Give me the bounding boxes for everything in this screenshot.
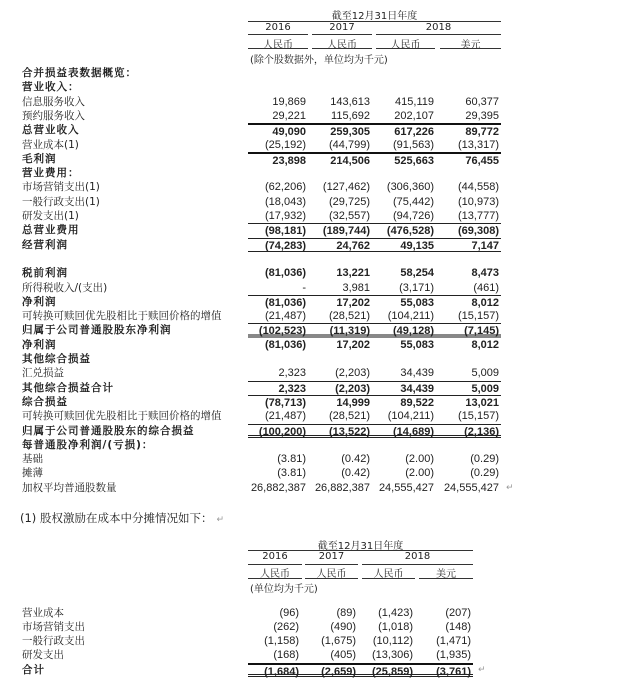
value-cell-2016: (3.81) bbox=[277, 453, 306, 466]
unit-note: (除个股数据外，单位均为千元) bbox=[250, 55, 388, 66]
row-values bbox=[248, 80, 501, 94]
value-cell-2018-rmb: 58,254 bbox=[400, 267, 434, 280]
value-cell-2018-rmb: (14,689) bbox=[393, 425, 434, 438]
value-cell-2018-usd: (3,761) bbox=[436, 666, 471, 678]
value-cell-2017: 115,692 bbox=[331, 109, 370, 122]
return-mark-icon: ↵ bbox=[478, 665, 486, 675]
row-values bbox=[248, 352, 501, 366]
value-cell-2017: (127,462) bbox=[322, 181, 370, 194]
row-label: 合计 bbox=[22, 664, 45, 676]
value-cell-2018-rmb: (476,528) bbox=[386, 225, 434, 238]
value-cell-2016: (74,283) bbox=[265, 239, 306, 252]
year-header-2018: 2018 bbox=[404, 551, 431, 562]
divider bbox=[312, 48, 372, 49]
value-cell-2016: 49,090 bbox=[272, 126, 306, 139]
value-cell-2017: (2,203) bbox=[335, 367, 370, 380]
year-header-2016: 2016 bbox=[262, 551, 288, 562]
table-row bbox=[0, 381, 630, 395]
value-cell-2017: 214,506 bbox=[330, 154, 370, 167]
table-row bbox=[0, 366, 630, 380]
row-values bbox=[248, 166, 501, 180]
value-cell-2017: 14,999 bbox=[336, 396, 370, 409]
table-row bbox=[0, 395, 630, 409]
unit-note: (单位均为千元) bbox=[250, 584, 318, 595]
row-values bbox=[248, 195, 501, 209]
value-cell-2018-usd: (13,777) bbox=[458, 210, 499, 222]
value-cell-2017: (2,659) bbox=[321, 666, 356, 678]
row-label: 可转换可赎回优先股相比于赎回价格的增值 bbox=[22, 310, 222, 323]
table-row bbox=[0, 606, 630, 620]
table-row bbox=[0, 620, 630, 634]
value-cell-2016: (1,158) bbox=[264, 635, 299, 647]
value-cell-2016: (81,036) bbox=[265, 267, 306, 280]
value-cell-2018-rmb: (49,128) bbox=[393, 325, 434, 338]
row-values bbox=[248, 180, 501, 194]
value-cell-2017: 17,202 bbox=[336, 296, 370, 309]
table-row bbox=[0, 295, 630, 309]
table-row bbox=[0, 309, 630, 323]
value-cell-2018-rmb: (2.00) bbox=[405, 453, 434, 466]
row-label: 一般行政支出 bbox=[22, 635, 85, 647]
year-header-2016: 2016 bbox=[265, 22, 291, 33]
value-cell-2018-rmb: (1,423) bbox=[378, 607, 413, 619]
row-label: 总营业收入 bbox=[22, 124, 80, 137]
row-values bbox=[248, 424, 501, 438]
value-cell-2018-usd: (44,558) bbox=[458, 181, 499, 194]
table-row bbox=[0, 223, 630, 237]
value-cell-2016: (3.81) bbox=[277, 467, 306, 480]
value-cell-2018-rmb: 24,555,427 bbox=[378, 481, 434, 494]
value-cell-2018-usd: 60,377 bbox=[465, 95, 499, 108]
table-row bbox=[0, 266, 630, 280]
value-cell-2016: 29,221 bbox=[272, 109, 306, 122]
row-label: 市场营销支出 bbox=[22, 621, 85, 633]
row-values bbox=[248, 223, 501, 237]
row-values bbox=[248, 323, 501, 337]
row-label: 一般行政支出(1) bbox=[22, 195, 100, 208]
value-cell-2018-rmb: (94,726) bbox=[393, 210, 434, 222]
value-cell-2018-rmb: (1,018) bbox=[378, 621, 413, 633]
value-cell-2018-usd: 5,009 bbox=[471, 367, 499, 380]
currency-header: 美元 bbox=[436, 569, 456, 580]
value-cell-2018-usd: (2,136) bbox=[464, 425, 499, 438]
value-cell-2017: (0.42) bbox=[341, 453, 370, 466]
table-row bbox=[0, 166, 630, 180]
value-cell-2018-usd: 76,455 bbox=[465, 154, 499, 167]
value-cell-2016: (102,523) bbox=[258, 325, 306, 338]
row-values bbox=[248, 395, 501, 409]
table-row bbox=[0, 80, 630, 94]
value-cell-2017: (89) bbox=[336, 607, 356, 619]
row-values bbox=[248, 466, 501, 480]
table-row bbox=[0, 663, 630, 677]
value-cell-2018-usd: (15,157) bbox=[458, 410, 499, 423]
value-cell-2018-rmb: 34,439 bbox=[400, 367, 434, 380]
row-values bbox=[248, 381, 501, 395]
row-values bbox=[248, 109, 501, 123]
value-cell-2018-rmb: 49,135 bbox=[400, 239, 434, 252]
row-values bbox=[248, 606, 473, 620]
table-row bbox=[0, 109, 630, 123]
value-cell-2018-rmb: (91,563) bbox=[393, 138, 434, 151]
value-cell-2018-usd: 24,555,427 bbox=[443, 481, 499, 494]
row-values bbox=[248, 138, 501, 152]
row-label: 所得税收入/(支出) bbox=[22, 281, 108, 294]
value-cell-2017: (405) bbox=[330, 649, 356, 661]
table-row bbox=[0, 409, 630, 423]
divider bbox=[362, 578, 415, 579]
row-values bbox=[248, 634, 473, 648]
value-cell-2018-rmb: 89,522 bbox=[400, 396, 434, 409]
currency-header: 人民币 bbox=[327, 40, 357, 51]
row-values bbox=[248, 95, 501, 109]
value-cell-2017: 17,202 bbox=[336, 338, 370, 351]
value-cell-2016: (62,206) bbox=[265, 181, 306, 194]
row-label: 研发支出(1) bbox=[22, 210, 79, 222]
row-values bbox=[248, 481, 501, 495]
table-row bbox=[0, 123, 630, 137]
value-cell-2016: (21,487) bbox=[265, 410, 306, 423]
table-row bbox=[0, 95, 630, 109]
value-cell-2016: - bbox=[302, 281, 306, 294]
table-row bbox=[0, 238, 630, 252]
row-label: 其他综合损益合计 bbox=[22, 381, 114, 394]
value-cell-2016: (98,181) bbox=[265, 225, 306, 238]
value-cell-2018-rmb: (3,171) bbox=[399, 281, 434, 294]
table-row bbox=[0, 209, 630, 223]
value-cell-2018-usd: (69,308) bbox=[458, 225, 499, 238]
value-cell-2016: (78,713) bbox=[265, 396, 306, 409]
value-cell-2017: (29,725) bbox=[329, 195, 370, 208]
footnote-text: (1) 股权激励在成本中分摊情况如下： bbox=[20, 511, 213, 525]
value-cell-2018-rmb: (25,859) bbox=[372, 666, 413, 678]
value-cell-2018-usd: (7,145) bbox=[464, 325, 499, 338]
table-row bbox=[0, 424, 630, 438]
table-row bbox=[0, 634, 630, 648]
row-values bbox=[248, 66, 501, 80]
row-values bbox=[248, 452, 501, 466]
row-label: 市场营销支出(1) bbox=[22, 181, 100, 194]
table-row bbox=[0, 466, 630, 480]
currency-header: 人民币 bbox=[390, 40, 421, 51]
table-row bbox=[0, 352, 630, 366]
row-label: 汇兑损益 bbox=[22, 367, 64, 380]
currency-header: 美元 bbox=[460, 40, 481, 51]
value-cell-2018-rmb: (306,360) bbox=[386, 181, 434, 194]
value-cell-2018-usd: (0.29) bbox=[470, 467, 499, 480]
value-cell-2018-rmb: 55,083 bbox=[400, 296, 434, 309]
currency-header: 人民币 bbox=[316, 569, 347, 580]
row-label: 合并损益表数据概览： bbox=[22, 67, 137, 79]
row-values bbox=[248, 366, 501, 380]
row-label: 净利润 bbox=[22, 295, 57, 308]
value-cell-2018-rmb: 202,107 bbox=[394, 109, 434, 122]
value-cell-2018-rmb: (13,306) bbox=[372, 649, 413, 661]
value-cell-2018-usd: 8,473 bbox=[471, 267, 499, 280]
table-row bbox=[0, 323, 630, 337]
currency-header: 人民币 bbox=[260, 569, 290, 580]
table-row bbox=[0, 648, 630, 662]
row-label: 每普通股净利润/(亏损)： bbox=[22, 438, 154, 451]
table-row bbox=[0, 481, 630, 495]
row-label: 净利润 bbox=[22, 338, 57, 351]
value-cell-2017: 24,762 bbox=[336, 239, 370, 252]
value-cell-2017: 13,221 bbox=[336, 267, 370, 280]
row-label: 总营业费用 bbox=[22, 224, 80, 237]
value-cell-2016: (17,932) bbox=[265, 210, 306, 222]
value-cell-2016: (21,487) bbox=[265, 310, 306, 323]
value-cell-2018-usd: (15,157) bbox=[458, 310, 499, 323]
row-label: 营业成本 bbox=[22, 607, 64, 619]
value-cell-2018-usd: (10,973) bbox=[458, 195, 499, 208]
value-cell-2016: 26,882,387 bbox=[250, 481, 306, 494]
value-cell-2018-usd: (1,935) bbox=[436, 649, 471, 661]
table-row bbox=[0, 338, 630, 352]
value-cell-2018-rmb: (2.00) bbox=[405, 467, 434, 480]
row-values bbox=[248, 338, 501, 352]
row-values bbox=[248, 648, 473, 662]
row-label: 营业费用： bbox=[22, 167, 80, 180]
divider bbox=[248, 34, 308, 35]
value-cell-2018-usd: 29,395 bbox=[465, 109, 499, 122]
row-label: 营业收入： bbox=[22, 81, 80, 94]
return-mark-icon: ↵ bbox=[506, 482, 514, 493]
table-row bbox=[0, 195, 630, 209]
divider bbox=[376, 48, 435, 49]
row-label: 归属于公司普通股股东净利润 bbox=[22, 324, 172, 337]
row-label: 基础 bbox=[22, 453, 43, 466]
table-row bbox=[0, 66, 630, 80]
row-label: 加权平均普通股数量 bbox=[22, 481, 117, 494]
year-header-2017: 2017 bbox=[318, 551, 345, 562]
row-label: 研发支出 bbox=[22, 649, 64, 661]
value-cell-2016: (262) bbox=[273, 621, 299, 633]
row-values bbox=[248, 238, 501, 252]
row-values bbox=[248, 620, 473, 634]
value-cell-2017: (32,557) bbox=[329, 210, 370, 222]
value-cell-2017: 143,613 bbox=[330, 95, 370, 108]
main-period-header: 截至12月31日年度 bbox=[331, 11, 418, 22]
value-cell-2017: 3,981 bbox=[342, 281, 370, 294]
return-mark-icon: ↵ bbox=[216, 515, 224, 525]
value-cell-2016: (25,192) bbox=[265, 138, 306, 151]
value-cell-2018-usd: (1,471) bbox=[436, 635, 471, 647]
row-values bbox=[248, 409, 501, 423]
value-cell-2016: (1,684) bbox=[264, 666, 299, 678]
value-cell-2017: (0.42) bbox=[341, 467, 370, 480]
value-cell-2017: 26,882,387 bbox=[314, 481, 370, 494]
value-cell-2018-rmb: (104,211) bbox=[387, 310, 434, 323]
year-header-2018: 2018 bbox=[425, 22, 452, 33]
row-label: 可转换可赎回优先股相比于赎回价格的增值 bbox=[22, 410, 222, 423]
row-label: 营业成本(1) bbox=[22, 138, 79, 151]
value-cell-2017: (13,522) bbox=[329, 425, 370, 438]
value-cell-2018-rmb: (104,211) bbox=[387, 410, 434, 423]
divider bbox=[248, 48, 308, 49]
value-cell-2016: (168) bbox=[273, 649, 299, 661]
row-label: 信息服务收入 bbox=[22, 95, 85, 108]
row-label: 归属于公司普通股股东的综合损益 bbox=[22, 424, 195, 437]
value-cell-2017: 259,305 bbox=[330, 126, 370, 139]
row-values bbox=[248, 663, 473, 677]
divider bbox=[248, 578, 302, 579]
sub-period-header: 截至12月31日年度 bbox=[317, 541, 404, 552]
row-label: 摊薄 bbox=[22, 467, 43, 480]
value-cell-2018-usd: 5,009 bbox=[471, 382, 499, 395]
value-cell-2018-usd: (207) bbox=[445, 607, 471, 619]
row-values bbox=[248, 266, 501, 280]
divider bbox=[305, 578, 358, 579]
value-cell-2018-rmb: (75,442) bbox=[393, 195, 434, 208]
row-label: 税前利润 bbox=[22, 267, 68, 280]
value-cell-2016: 19,869 bbox=[272, 95, 306, 108]
currency-header: 人民币 bbox=[373, 569, 404, 580]
value-cell-2018-usd: (0.29) bbox=[470, 453, 499, 466]
value-cell-2016: 2,323 bbox=[278, 367, 306, 380]
value-cell-2017: (189,744) bbox=[322, 225, 370, 238]
divider bbox=[440, 48, 501, 49]
value-cell-2018-rmb: 617,226 bbox=[394, 126, 434, 139]
table-row bbox=[0, 152, 630, 166]
value-cell-2016: (100,200) bbox=[258, 425, 306, 438]
row-label: 毛利润 bbox=[22, 152, 57, 165]
value-cell-2017: (28,521) bbox=[329, 410, 370, 423]
table-row bbox=[0, 180, 630, 194]
divider bbox=[312, 34, 372, 35]
row-values bbox=[248, 281, 501, 295]
divider bbox=[419, 578, 473, 579]
row-values bbox=[248, 438, 501, 452]
value-cell-2016: 23,898 bbox=[272, 154, 306, 167]
row-label: 其他综合损益 bbox=[22, 353, 91, 365]
divider bbox=[376, 34, 501, 35]
value-cell-2017: (28,521) bbox=[329, 310, 370, 323]
row-label: 综合损益 bbox=[22, 395, 68, 408]
value-cell-2018-usd: 13,021 bbox=[465, 396, 499, 409]
value-cell-2018-usd: (461) bbox=[473, 281, 499, 294]
value-cell-2016: (81,036) bbox=[265, 338, 306, 351]
value-cell-2016: (18,043) bbox=[265, 195, 306, 208]
value-cell-2017: (44,799) bbox=[329, 138, 370, 151]
value-cell-2018-rmb: 34,439 bbox=[400, 382, 434, 395]
value-cell-2016: 2,323 bbox=[278, 382, 306, 395]
row-values bbox=[248, 309, 501, 323]
value-cell-2017: (1,675) bbox=[321, 635, 356, 647]
table-row bbox=[0, 281, 630, 295]
value-cell-2018-usd: 8,012 bbox=[471, 296, 499, 309]
row-label: 经营利润 bbox=[22, 238, 68, 251]
value-cell-2016: (96) bbox=[279, 607, 299, 619]
row-values bbox=[248, 295, 501, 309]
value-cell-2016: (81,036) bbox=[265, 296, 306, 309]
value-cell-2018-rmb: (10,112) bbox=[372, 635, 413, 647]
table-row bbox=[0, 138, 630, 152]
value-cell-2017: (2,203) bbox=[335, 382, 370, 395]
row-values bbox=[248, 152, 501, 166]
row-values bbox=[248, 209, 501, 223]
value-cell-2018-usd: (13,317) bbox=[458, 138, 499, 151]
value-cell-2018-usd: (148) bbox=[445, 621, 471, 633]
footnote bbox=[20, 510, 224, 526]
currency-header: 人民币 bbox=[263, 40, 293, 51]
value-cell-2018-usd: 89,772 bbox=[465, 126, 499, 139]
year-header-2017: 2017 bbox=[329, 22, 355, 33]
row-values bbox=[248, 123, 501, 137]
value-cell-2018-rmb: 55,083 bbox=[400, 338, 434, 351]
table-row bbox=[0, 452, 630, 466]
value-cell-2017: (490) bbox=[330, 621, 356, 633]
value-cell-2018-usd: 7,147 bbox=[471, 239, 499, 252]
value-cell-2018-usd: 8,012 bbox=[471, 338, 499, 351]
value-cell-2017: (11,319) bbox=[329, 325, 370, 338]
value-cell-2018-rmb: 525,663 bbox=[394, 154, 434, 167]
table-row bbox=[0, 438, 630, 452]
row-label: 预约服务收入 bbox=[22, 109, 85, 122]
value-cell-2018-rmb: 415,119 bbox=[395, 95, 434, 108]
